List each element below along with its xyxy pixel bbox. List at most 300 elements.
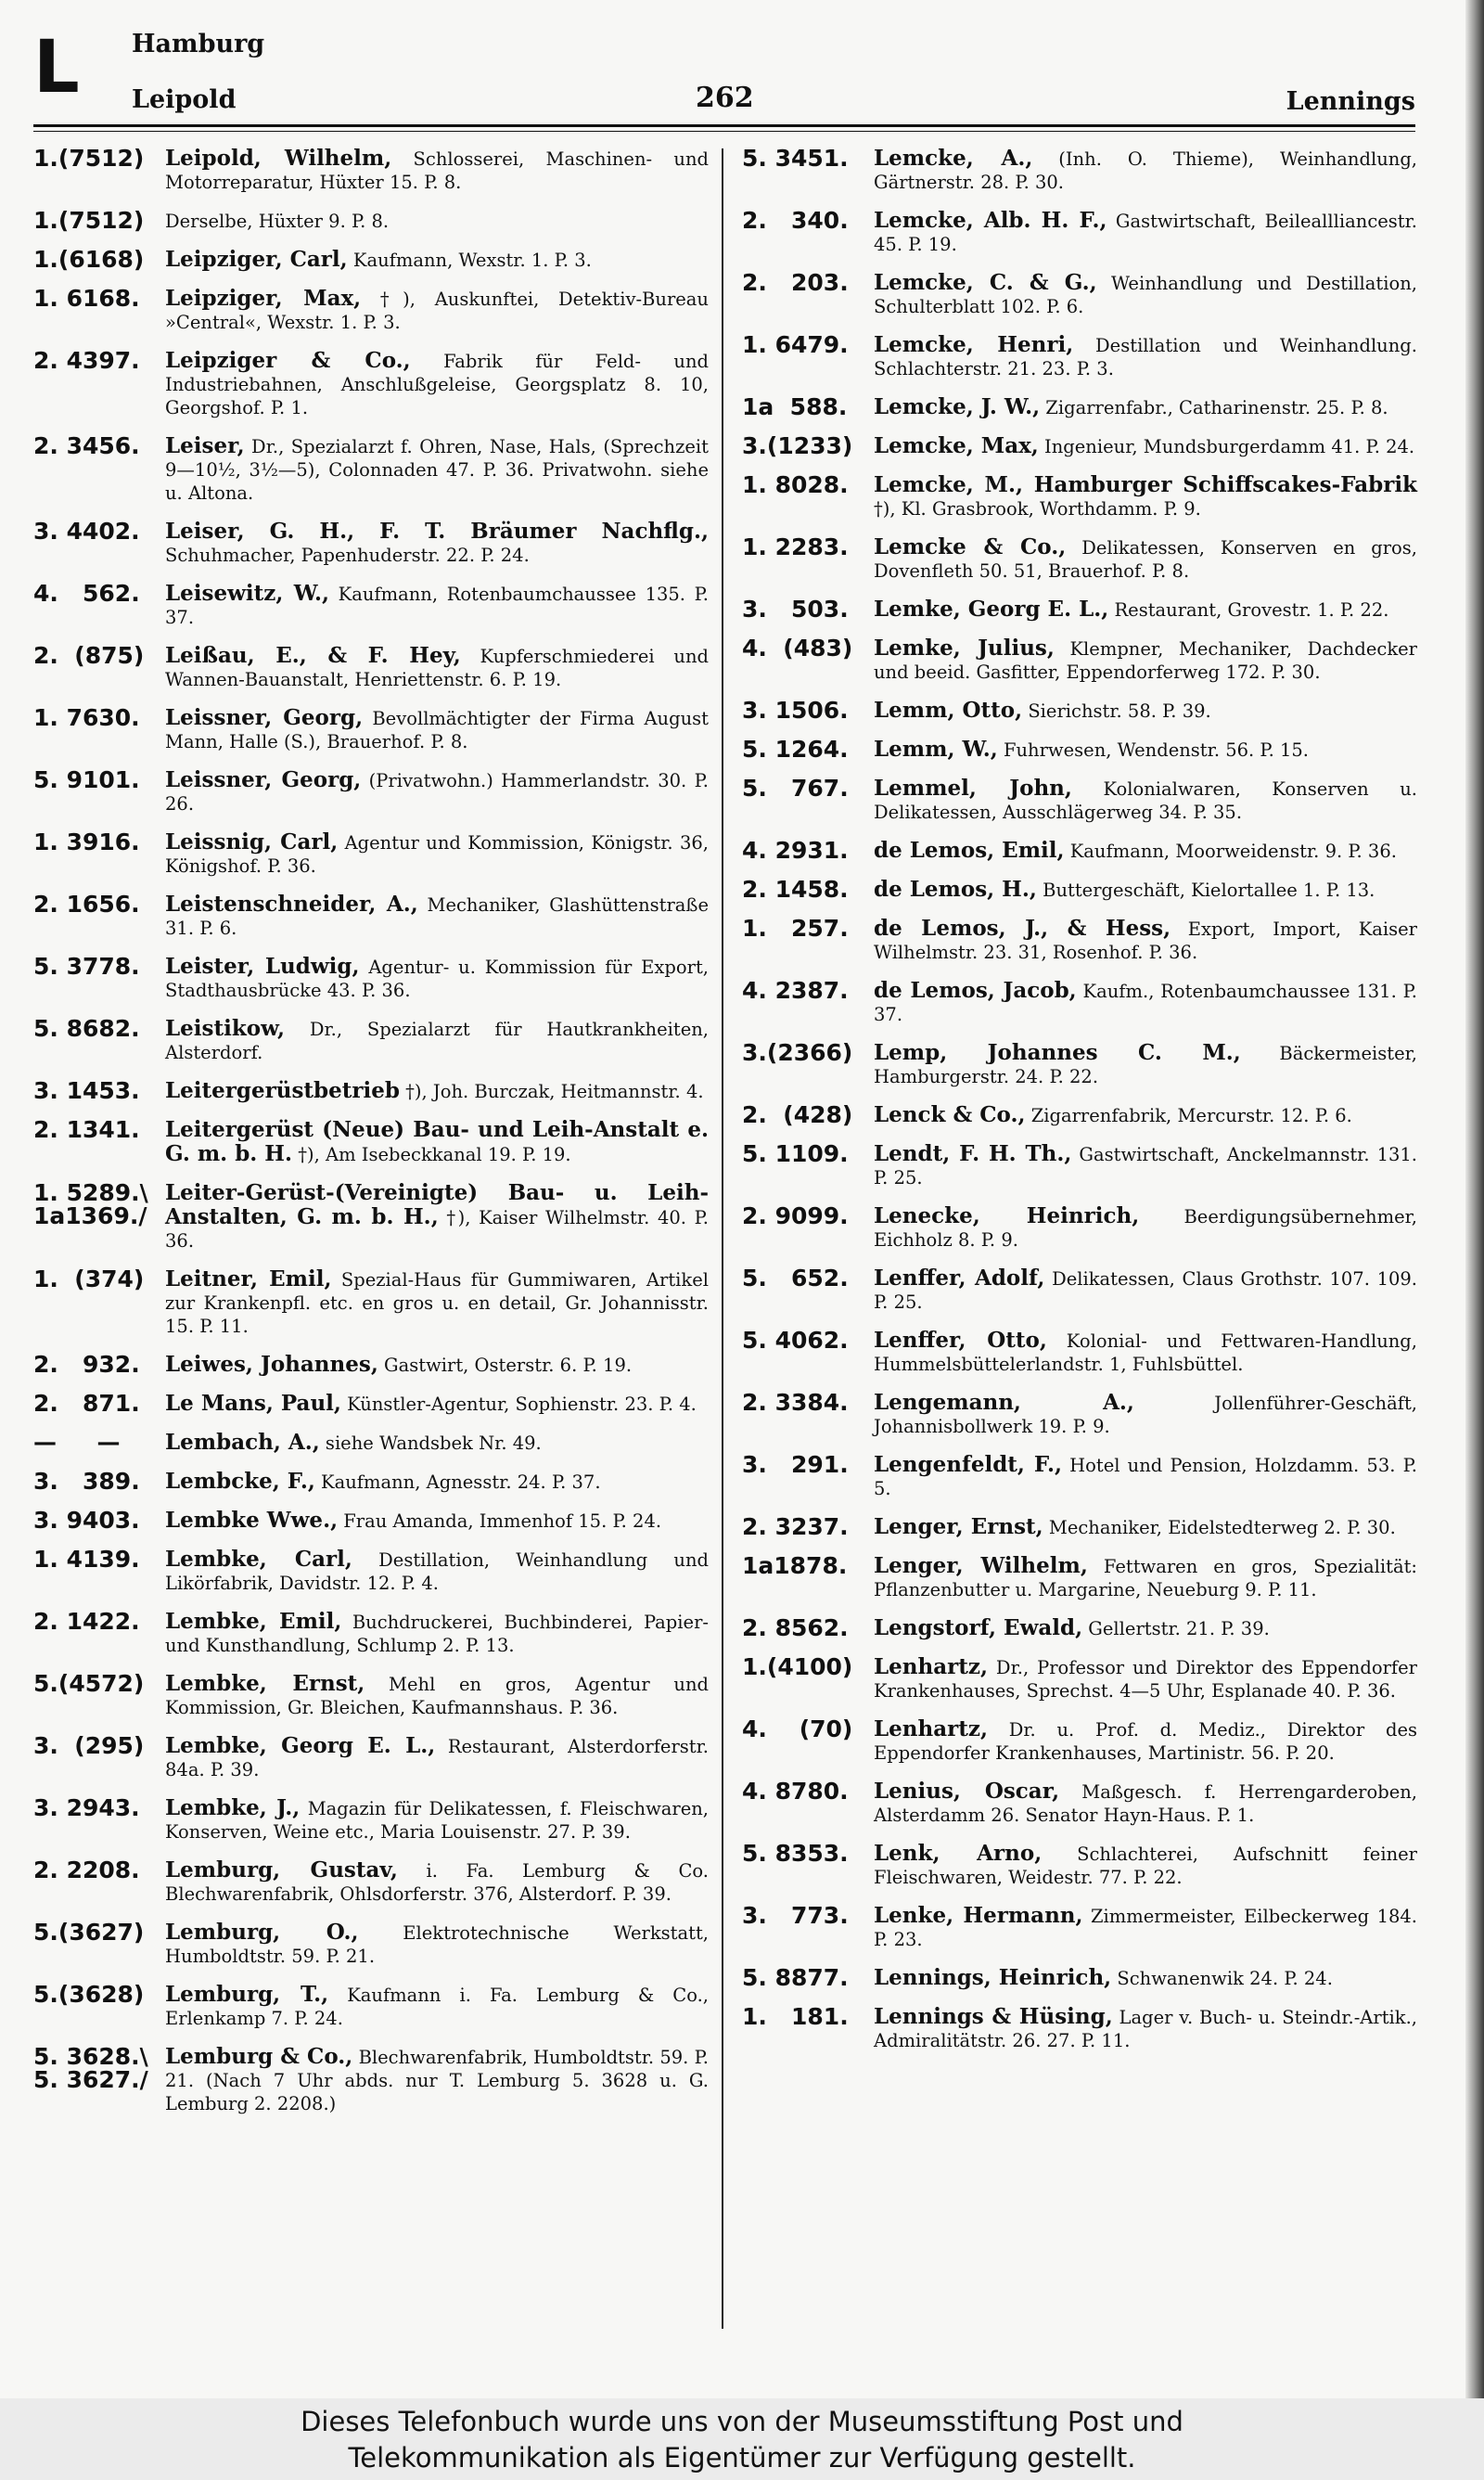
entry-details: Dr., Professor und Direktor des Eppendorfer Krankenhauses, Sprechst. 4—5 Uhr, Esplanade 40. P. 36.: [874, 1657, 1417, 1702]
entry-details: Elektrotechnische Werkstatt, Humboldtstr. 59. P. 21.: [165, 1922, 709, 1967]
entry-details: Kaufmann i. Fa. Lemburg & Co., Erlenkamp 7. P. 24.: [165, 1985, 709, 2029]
entry-name: Lemp, Johannes C. M.,: [874, 1040, 1241, 1065]
phone-number: 1a1878.: [742, 1552, 848, 1579]
entry-name: Lenger, Wilhelm,: [874, 1553, 1088, 1578]
footer-line-1: Dieses Telefonbuch wurde uns von der Museumsstiftung Post und: [301, 2406, 1183, 2437]
phone-number: 2. 1458.: [742, 876, 849, 903]
entry-text: [874, 395, 1417, 419]
directory-entry: [33, 1672, 709, 1719]
directory-entry: [33, 1983, 709, 2030]
directory-entry: [742, 1103, 1417, 1127]
entry-text: [165, 434, 709, 505]
entry-text: [165, 1017, 709, 1064]
footer-line-2: Telekommunikation als Eigentümer zur Verfügung gestellt.: [348, 2442, 1136, 2474]
section-letter: L: [33, 26, 80, 109]
entry-text: [874, 979, 1417, 1026]
directory-entry: [742, 699, 1417, 723]
entry-name: Leißau, E., & F. Hey,: [165, 643, 461, 668]
entry-text: [165, 644, 709, 691]
entry-name: Lenecke, Heinrich,: [874, 1203, 1140, 1228]
column-divider: [722, 148, 723, 2329]
phone-number: 1. 6168.: [33, 285, 140, 312]
entry-name: Lembke, Emil,: [165, 1609, 342, 1634]
entry-name: Lengemann, A.,: [874, 1390, 1134, 1415]
entry-details: Dr., Spezialarzt für Hautkrankheiten, Alsterdorf.: [165, 1019, 709, 1063]
directory-entry: [33, 147, 709, 194]
entry-name: Lemcke & Co.,: [874, 534, 1067, 559]
entry-details: Gellertstr. 21. P. 39.: [1082, 1618, 1270, 1639]
directory-entry: [742, 738, 1417, 762]
entry-name: Leipziger & Co.,: [165, 348, 411, 373]
entry-text: [165, 1858, 709, 1906]
phone-number: 3. 1506.: [742, 697, 849, 724]
directory-entry: [742, 1904, 1417, 1951]
directory-entry: [33, 248, 709, 272]
entry-name: Lembach, A.,: [165, 1430, 320, 1455]
phone-number: 4. 8780.: [742, 1778, 849, 1805]
entry-name: Lemke, Julius,: [874, 636, 1055, 661]
entry-details: Fabrik für Feld- und Industriebahnen, Anschlußgeleise, Georgsplatz 8. 10, Georgshof. P. 1.: [165, 351, 709, 418]
entry-text: [874, 1966, 1417, 1990]
entry-text: [165, 349, 709, 419]
entry-name: Lenger, Ernst,: [874, 1514, 1043, 1539]
entry-text: [165, 1431, 709, 1455]
entry-details: Destillation und Weinhandlung. Schlachterstr. 21. 23. P. 3.: [874, 335, 1417, 379]
entry-details: Dr., Spezialarzt f. Ohren, Nase, Hals, (Sprechzeit 9—10½, 3½—5), Colonnaden 47. P. 36. Privatwohn. siehe u. Altona.: [165, 436, 709, 504]
entry-text: [874, 636, 1417, 684]
phone-number: 2. 932.: [33, 1351, 140, 1378]
phone-number: 2. 4397.: [33, 347, 140, 374]
entry-details: Kaufmann, Wexstr. 1. P. 3.: [347, 250, 592, 271]
entry-text: [165, 1921, 709, 1968]
entry-text: [165, 1672, 709, 1719]
entry-name: Lemm, Otto,: [874, 698, 1023, 723]
phone-number: 3. 389.: [33, 1468, 140, 1495]
directory-entry: [33, 1017, 709, 1064]
entry-text: [165, 287, 709, 334]
entry-name: Lembke, Carl,: [165, 1547, 352, 1572]
entry-name: Leissner, Georg,: [165, 767, 362, 792]
entry-details: Zigarrenfabrik, Mercurstr. 12. P. 6.: [1025, 1105, 1352, 1126]
directory-entry: [33, 1734, 709, 1781]
entry-details: †), Kaiser Wilhelmstr. 40. P. 36.: [165, 1207, 709, 1252]
entry-name: Lemcke, C. & G.,: [874, 270, 1097, 295]
phone-number: 1. 7630.: [33, 704, 140, 731]
entry-text: [874, 2005, 1417, 2052]
directory-entry: [742, 598, 1417, 622]
directory-entry: [742, 271, 1417, 318]
directory-entry: [33, 582, 709, 629]
directory-entry: [742, 473, 1417, 520]
entry-name: de Lemos, Emil,: [874, 838, 1065, 863]
phone-number: 3. 503.: [742, 596, 849, 623]
entry-text: [874, 333, 1417, 380]
entry-text: [874, 1554, 1417, 1601]
entry-name: Lennings & Hüsing,: [874, 2004, 1113, 2029]
entry-details: Zigarrenfabr., Catharinenstr. 25. P. 8.: [1040, 397, 1388, 418]
entry-text: [165, 147, 709, 194]
entry-name: Lemburg, T.,: [165, 1982, 329, 2007]
phone-number: 2. 3456.: [33, 432, 140, 459]
phone-number: 2. 1422.: [33, 1608, 140, 1635]
directory-entry: [742, 1842, 1417, 1889]
phone-number: — —: [33, 1429, 121, 1456]
page-edge-shadow: [1465, 0, 1484, 2398]
header-rule: [33, 124, 1415, 127]
entry-name: Lenke, Hermann,: [874, 1903, 1083, 1928]
entry-name: Lembke, Georg E. L.,: [165, 1733, 436, 1758]
entry-details: Weinhandlung und Destillation, Schulterblatt 102. P. 6.: [874, 273, 1417, 317]
directory-entry: [742, 878, 1417, 902]
entry-text: [165, 1610, 709, 1657]
entry-text: [165, 1079, 709, 1103]
phone-number: 3. 9403.: [33, 1507, 140, 1534]
directory-entry: [33, 644, 709, 691]
entry-name: Lemcke, A.,: [874, 146, 1033, 171]
entry-name: Leister, Ludwig,: [165, 954, 360, 979]
entry-text: [874, 1391, 1417, 1438]
directory-entry: [742, 333, 1417, 380]
phone-number: 3. 2943.: [33, 1794, 140, 1821]
entry-text: [165, 1509, 709, 1533]
directory-entry: [742, 2005, 1417, 2052]
phone-number: 1. 3916.: [33, 829, 140, 855]
entry-text: [874, 878, 1417, 902]
directory-entry: [742, 979, 1417, 1026]
entry-name: Le Mans, Paul,: [165, 1391, 341, 1416]
phone-number: 2. (875): [33, 642, 145, 669]
directory-entry: [33, 287, 709, 334]
entry-details: Destillation, Weinhandlung und Likörfabrik, Davidstr. 12. P. 4.: [165, 1549, 709, 1594]
entry-details: Künstler-Agentur, Sophienstr. 23. P. 4.: [340, 1394, 697, 1415]
entry-details: Agentur und Kommission, Königstr. 36, Königshof. P. 36.: [165, 832, 709, 877]
entry-details: Mehl en gros, Agentur und Kommission, Gr. Bleichen, Kaufmannshaus. P. 36.: [165, 1674, 709, 1718]
phone-number: 1. 5289.\ 1a1369./: [33, 1179, 148, 1229]
entry-name: Leitergerüstbetrieb: [165, 1078, 400, 1103]
entry-details: Restaurant, Alsterdorferstr. 84a. P. 39.: [165, 1736, 709, 1780]
entry-text: [165, 2045, 709, 2115]
entry-name: Leitner, Emil,: [165, 1266, 332, 1291]
entry-details: Gastwirt, Osterstr. 6. P. 19.: [377, 1355, 633, 1376]
entry-details: Kolonial- und Fettwaren-Handlung, Hummelsbüttelerlandstr. 1, Fuhlsbüttel.: [874, 1330, 1417, 1375]
entry-details: Schwanenwik 24. P. 24.: [1111, 1968, 1333, 1989]
entry-details: Fuhrwesen, Wendenstr. 56. P. 15.: [997, 739, 1310, 761]
entry-text: [165, 955, 709, 1002]
entry-name: Leitergerüst (Neue) Bau- und Leih-Anstalt e. G. m. b. H.: [165, 1117, 709, 1166]
entry-details: Hotel und Pension, Holzdamm. 53. P. 5.: [874, 1455, 1417, 1499]
phone-number: 5. 3778.: [33, 953, 140, 980]
entry-text: [165, 1353, 709, 1377]
entry-details: Ingenieur, Mundsburgerdamm 41. P. 24.: [1038, 436, 1415, 457]
phone-number: 2. 9099.: [742, 1202, 849, 1229]
entry-name: Lenius, Oscar,: [874, 1779, 1060, 1804]
entry-text: [165, 768, 709, 816]
directory-entry: [742, 1515, 1417, 1539]
entry-details: Buttergeschäft, Kielortallee 1. P. 13.: [1036, 880, 1375, 901]
entry-name: Lenk, Arno,: [874, 1841, 1043, 1866]
directory-entry: [33, 1118, 709, 1166]
entry-text: [165, 1118, 709, 1166]
entry-details: Restaurant, Grovestr. 1. P. 22.: [1108, 599, 1389, 621]
entry-name: Lemcke, J. W.,: [874, 394, 1041, 419]
phone-number: 1. 8028.: [742, 471, 849, 498]
directory-entry: [33, 1921, 709, 1968]
phone-number: 5. 9101.: [33, 766, 140, 793]
entry-details: Delikatessen, Claus Grothstr. 107. 109. P. 25.: [874, 1268, 1417, 1313]
directory-entry: [742, 1616, 1417, 1640]
phone-number: 4. (483): [742, 635, 853, 662]
directory-entry: [33, 1548, 709, 1595]
directory-entry: [33, 434, 709, 505]
directory-entry: [33, 209, 709, 233]
phone-number: 2. 2208.: [33, 1857, 140, 1883]
entry-text: [874, 1655, 1417, 1703]
directory-entry: [33, 349, 709, 419]
phone-number: 1. (374): [33, 1266, 145, 1292]
phone-number: 1. 2283.: [742, 533, 849, 560]
entry-name: Lendt, F. H. Th.,: [874, 1141, 1072, 1166]
directory-entry: [33, 1079, 709, 1103]
entry-details: Magazin für Delikatessen, f. Fleischwaren, Konserven, Weine etc., Maria Louisenstr. 27. P. 39.: [165, 1798, 710, 1843]
entry-details: Buchdruckerei, Buchbinderei, Papier- und Kunsthandlung, Schlump 2. P. 13.: [165, 1612, 709, 1656]
phone-number: 3. 4402.: [33, 518, 140, 545]
entry-name: Leistikow,: [165, 1016, 286, 1041]
phone-number: 2. 203.: [742, 269, 849, 296]
phone-number: 5. 3451.: [742, 145, 849, 172]
entry-text: [165, 209, 709, 233]
entry-text: [165, 1796, 709, 1844]
directory-entry: [33, 955, 709, 1002]
entry-details: Schlosserei, Maschinen- und Motorreparatur, Hüxter 15. P. 8.: [165, 148, 709, 193]
entry-name: Lemm, W.,: [874, 737, 998, 762]
entry-details: Dr. u. Prof. d. Mediz., Direktor des Eppendorfer Krankenhauses, Martinistr. 56. P. 20.: [874, 1719, 1417, 1764]
phone-number: 5. 8877.: [742, 1964, 849, 1991]
entry-text: [165, 520, 709, 567]
entry-name: Leisewitz, W.,: [165, 581, 330, 606]
entry-text: [874, 1453, 1417, 1500]
entry-name: Lembke, J.,: [165, 1795, 301, 1820]
directory-entry: [742, 777, 1417, 824]
entry-text: [874, 1515, 1417, 1539]
entry-text: [874, 1266, 1417, 1314]
entry-details: Kupferschmiederei und Wannen-Bauanstalt, Henriettenstr. 6. P. 19.: [165, 646, 710, 690]
left-column: [33, 147, 709, 2130]
entry-text: [165, 1181, 709, 1253]
entry-text: [165, 248, 709, 272]
entry-details: Maßgesch. f. Herrengarderoben, Alsterdamm 26. Senator Hayn-Haus. P. 1.: [874, 1781, 1417, 1826]
directory-entry: [33, 768, 709, 816]
phone-number: 2. 1656.: [33, 891, 140, 918]
entry-name: Leistenschneider, A.,: [165, 892, 418, 917]
entry-name: Leipold, Wilhelm,: [165, 146, 392, 171]
entry-text: [874, 1842, 1417, 1889]
entry-name: Lenhartz,: [874, 1654, 988, 1679]
phone-number: 1.(7512): [33, 207, 145, 234]
entry-name: Lenffer, Otto,: [874, 1328, 1047, 1353]
entry-name: Leiser,: [165, 433, 245, 458]
entry-details: Kaufmann, Agnesstr. 24. P. 37.: [314, 1471, 601, 1493]
phone-number: 4. (70): [742, 1715, 853, 1742]
entry-text: [874, 1103, 1417, 1127]
entry-text: [165, 1983, 709, 2030]
entry-details: Sierichstr. 58. P. 39.: [1022, 700, 1211, 722]
phone-number: 1. 257.: [742, 915, 849, 942]
entry-name: Leipziger, Max,: [165, 286, 362, 311]
entry-details: Agentur- u. Kommission für Export, Stadthausbrücke 43. P. 36.: [165, 957, 709, 1001]
entry-details: Blechwarenfabrik, Humboldtstr. 59. P. 21. (Nach 7 Uhr abds. nur T. Lemburg 5. 3628 u. G. Lemburg 2. 2208.): [165, 2047, 710, 2114]
header-rule-thin: [33, 131, 1415, 132]
phone-number: 3. 1453.: [33, 1077, 140, 1104]
entry-name: Lemburg & Co.,: [165, 2044, 353, 2069]
directory-entry: [742, 1554, 1417, 1601]
entry-details: Derselbe, Hüxter 9. P. 8.: [165, 211, 390, 232]
entry-text: [165, 1392, 709, 1416]
phone-number: 5. 4062.: [742, 1327, 849, 1354]
entry-details: (Privatwohn.) Hammerlandstr. 30. P. 26.: [165, 770, 709, 815]
phone-number: 3. 773.: [742, 1902, 849, 1929]
entry-details: Kaufmann, Rotenbaumchaussee 135. P. 37.: [165, 584, 709, 628]
entry-text: [165, 1267, 709, 1338]
entry-name: Lembcke, F.,: [165, 1469, 315, 1494]
directory-entry: [33, 2045, 709, 2115]
directory-entry: [33, 893, 709, 940]
directory-entry: [742, 1204, 1417, 1252]
phone-number: 4. 2931.: [742, 837, 849, 864]
entry-details: Kaufm., Rotenbaumchaussee 131. P. 37.: [874, 981, 1417, 1025]
entry-text: [874, 917, 1417, 964]
entry-details: Lager v. Buch- u. Steindr.-Artik., Admiralitätstr. 26. 27. P. 11.: [874, 2007, 1417, 2051]
entry-details: Delikatessen, Konserven en gros, Dovenfleth 50. 51, Brauerhof. P. 8.: [874, 537, 1417, 582]
phone-number: 1.(4100): [742, 1653, 853, 1680]
entry-name: Leissner, Georg,: [165, 705, 364, 730]
entry-details: †), Am Isebeckkanal 19. P. 19.: [292, 1144, 571, 1165]
phone-number: 5.(4572): [33, 1670, 145, 1697]
directory-entry: [33, 1353, 709, 1377]
entry-text: [874, 777, 1417, 824]
page-header: [33, 20, 1415, 122]
page-number: 262: [696, 82, 754, 114]
directory-entry: [742, 1391, 1417, 1438]
directory-entry: [742, 147, 1417, 194]
entry-text: [874, 1616, 1417, 1640]
entry-text: [874, 1329, 1417, 1376]
entry-text: [874, 271, 1417, 318]
directory-entry: [33, 1392, 709, 1416]
entry-name: de Lemos, H.,: [874, 877, 1037, 902]
entry-name: Lengenfeldt, F.,: [874, 1452, 1062, 1477]
entry-details: Klempner, Mechaniker, Dachdecker und beeid. Gasfitter, Eppendorferweg 172. P. 30.: [874, 638, 1417, 683]
first-entry-name: Leipold: [132, 85, 237, 114]
entry-details: †), Auskunftei, Detektiv-Bureau »Central«, Wexstr. 1. P. 3.: [165, 289, 709, 333]
entry-text: [874, 1041, 1417, 1088]
phone-number: 4. 2387.: [742, 977, 849, 1004]
entry-name: Leissnig, Carl,: [165, 829, 339, 855]
entry-details: Frau Amanda, Immenhof 15. P. 24.: [338, 1510, 662, 1532]
entry-name: Lemmel, John,: [874, 776, 1072, 801]
phone-number: 3.(2366): [742, 1039, 853, 1066]
entry-text: [165, 893, 709, 940]
phone-number: 3. 291.: [742, 1451, 849, 1478]
entry-name: Lemcke, Alb. H. F.,: [874, 208, 1107, 233]
phone-number: 5. 652.: [742, 1265, 849, 1291]
entry-text: [874, 1780, 1417, 1827]
phone-number: 2. 3237.: [742, 1513, 849, 1540]
directory-entry: [742, 1041, 1417, 1088]
entry-name: Lemcke, M., Hamburger Schiffscakes-Fabrik: [874, 472, 1417, 497]
entry-name: Leiter-Gerüst-(Vereinigte) Bau- u. Leih-Anstalten, G. m. b. H.,: [165, 1180, 709, 1229]
phone-number: 3.(1233): [742, 432, 853, 459]
directory-entry: [33, 1610, 709, 1657]
directory-entry: [33, 1470, 709, 1494]
phone-number: 2. (428): [742, 1101, 853, 1128]
entry-name: Lemcke, Max,: [874, 433, 1039, 458]
phone-number: 1.(7512): [33, 145, 145, 172]
directory-entry: [742, 1966, 1417, 1990]
phone-number: 5.(3628): [33, 1981, 145, 2008]
directory-entry: [33, 706, 709, 753]
entry-details: Beerdigungsübernehmer, Eichholz 8. P. 9.: [874, 1206, 1417, 1251]
entry-details: Zimmermeister, Eilbeckerweg 184. P. 23.: [874, 1906, 1417, 1950]
directory-entry: [33, 1509, 709, 1533]
directory-entry: [742, 209, 1417, 256]
entry-details: Mechaniker, Glashüttenstraße 31. P. 6.: [165, 894, 710, 939]
directory-entry: [742, 1717, 1417, 1765]
entry-details: Bäckermeister, Hamburgerstr. 24. P. 22.: [874, 1043, 1418, 1087]
entry-text: [874, 598, 1417, 622]
phone-number: 5. 3628.\ 5. 3627./: [33, 2043, 148, 2093]
entry-details: †), Joh. Burczak, Heitmannstr. 4.: [399, 1081, 704, 1102]
directory-entry: [742, 535, 1417, 583]
entry-text: [874, 434, 1417, 458]
entry-text: [165, 582, 709, 629]
entry-name: Lengstorf, Ewald,: [874, 1615, 1083, 1640]
entry-text: [874, 1904, 1417, 1951]
entry-name: de Lemos, J., & Hess,: [874, 916, 1171, 941]
entry-details: Bevollmächtigter der Firma August Mann, Halle (S.), Brauerhof. P. 8.: [165, 708, 710, 752]
phone-number: 3. (295): [33, 1732, 145, 1759]
entry-name: Leiser, G. H., F. T. Bräumer Nachflg.,: [165, 519, 709, 544]
phone-number: 5. 1109.: [742, 1140, 849, 1167]
entry-details: Spezial-Haus für Gummiwaren, Artikel zur Krankenpfl. etc. en gros u. en detail, Gr. Johannisstr. 15. P. 11.: [165, 1269, 709, 1337]
phone-number: 2. 8562.: [742, 1614, 849, 1641]
phone-number: 4. 562.: [33, 580, 140, 607]
entry-details: Kaufmann, Moorweidenstr. 9. P. 36.: [1064, 841, 1397, 862]
right-column: [742, 147, 1417, 2067]
entry-details: Fettwaren en gros, Spezialität: Pflanzenbutter u. Margarine, Neueburg 9. P. 11.: [874, 1556, 1417, 1600]
phone-number: 5. 8353.: [742, 1840, 849, 1867]
directory-entry: [33, 520, 709, 567]
entry-text: [874, 473, 1417, 520]
entry-name: Leiwes, Johannes,: [165, 1352, 378, 1377]
phone-number: 1. 181.: [742, 2003, 849, 2030]
directory-entry: [742, 395, 1417, 419]
entry-text: [874, 535, 1417, 583]
phone-number: 2. 3384.: [742, 1389, 849, 1416]
directory-entry: [33, 1267, 709, 1338]
entry-text: [874, 1204, 1417, 1252]
phone-number: 5. 767.: [742, 775, 849, 802]
entry-name: Lembke, Ernst,: [165, 1671, 365, 1696]
entry-text: [874, 839, 1417, 863]
entry-details: †), Kl. Grasbrook, Worthdamm. P. 9.: [874, 498, 1201, 520]
entry-text: [874, 147, 1417, 194]
phone-number: 5. 8682.: [33, 1015, 140, 1042]
entry-text: [165, 1548, 709, 1595]
directory-entry: [742, 1266, 1417, 1314]
directory-entry: [33, 1431, 709, 1455]
entry-details: i. Fa. Lemburg & Co. Blechwarenfabrik, Ohlsdorferstr. 376, Alsterdorf. P. 39.: [165, 1860, 709, 1905]
directory-entry: [742, 839, 1417, 863]
